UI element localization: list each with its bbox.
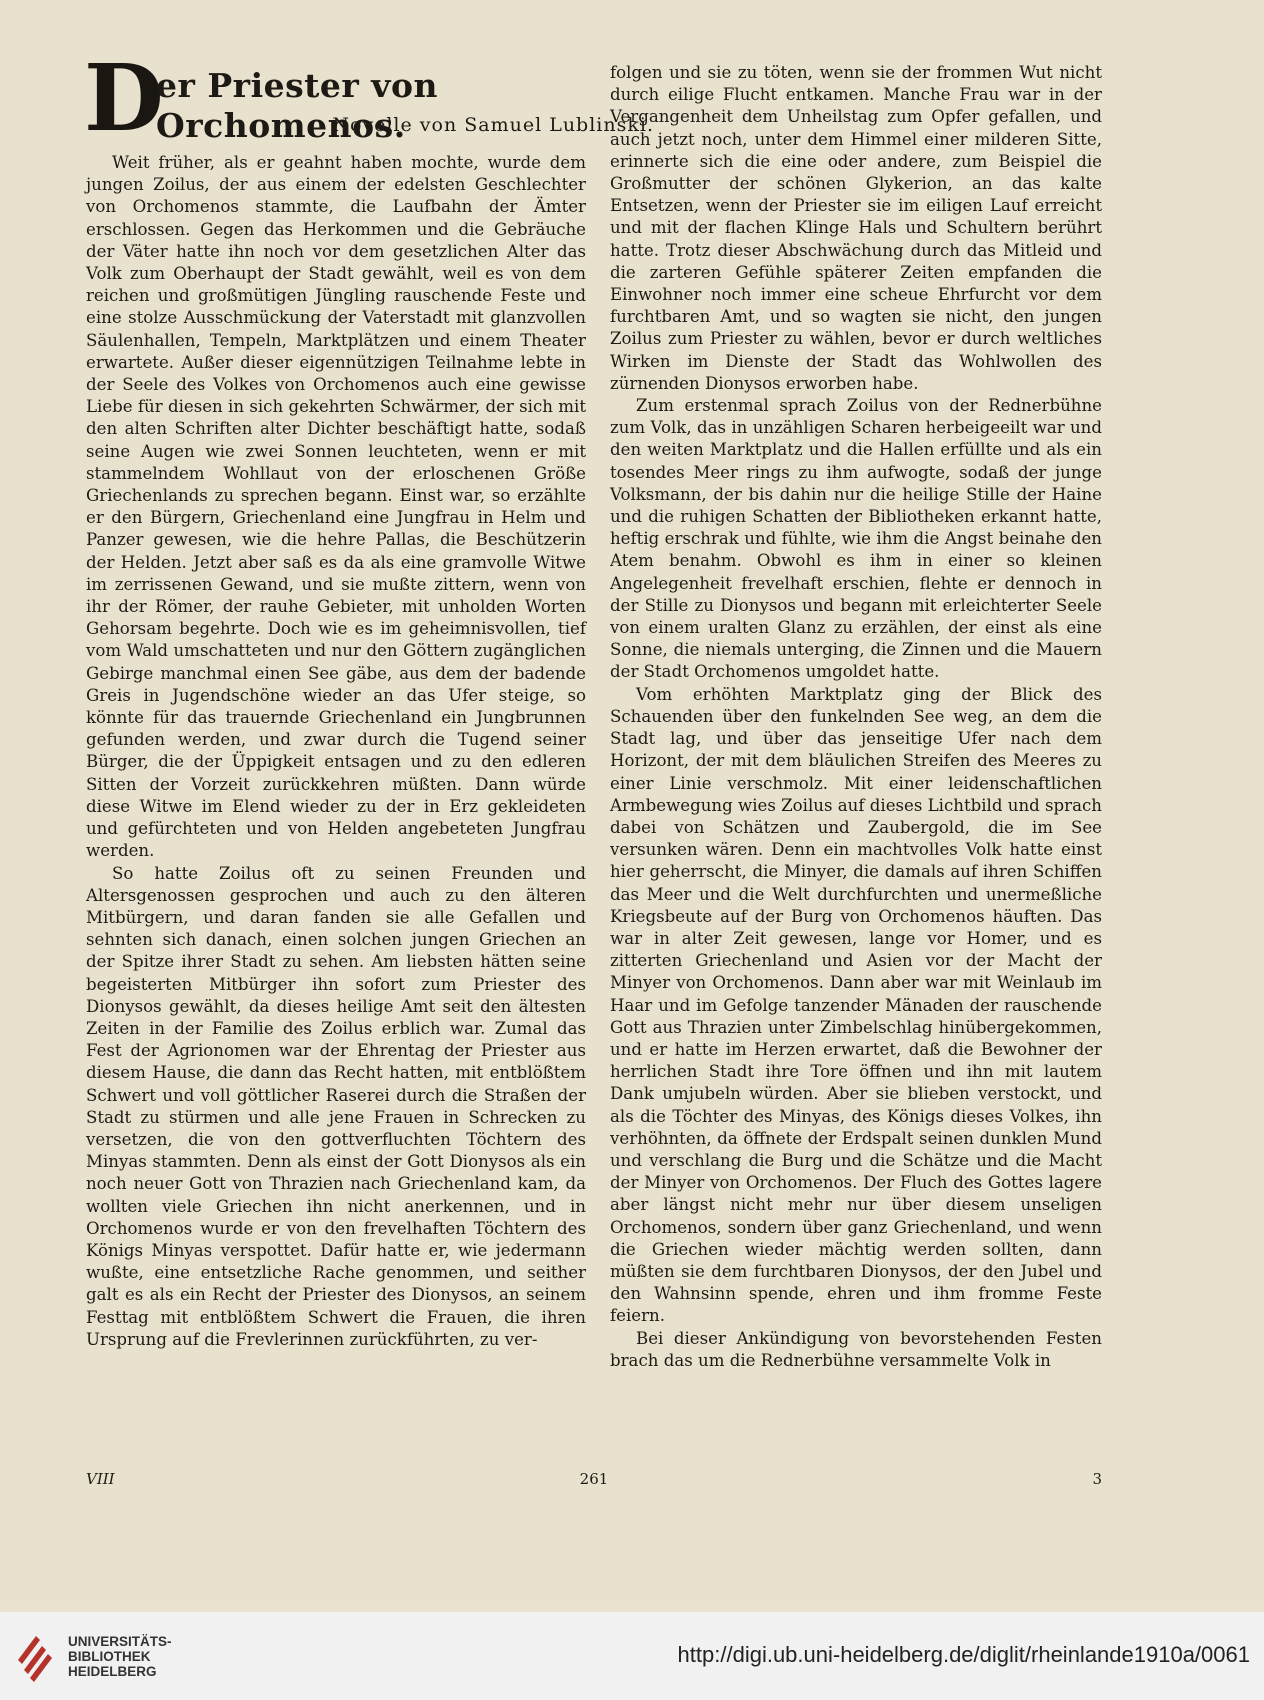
library-name-line: BIBLIOTHEK <box>68 1649 151 1664</box>
paragraph: folgen und sie zu töten, wenn sie der frommen Wut nicht durch eilige Flucht entkamen. Manche Frau war in der Vergangenheit dem Unheilstag zum Opfer gefallen, und auch jetzt noch, unter dem Himmel einer milderen Sitte, erinnerte sich die eine oder andere, zum Beispiel die Großmutter der schönen Glykerion, an das kalte Entsetzen, wenn der Priester sie im eiligen Lauf erreicht und mit der flachen Klinge Hals und Schultern berührt hatte. Trotz dieser Abschwächung durch das Mitleid und die zarteren Gefühle späterer Zeiten empfanden die Einwohner noch immer eine scheue Ehrfurcht vor dem furchtbaren Amt, und so wagten sie nicht, den jungen Zoilus zum Priester zu wählen, bevor er durch weltliches Wirken im Dienste der Stadt das Wohlwollen des zürnenden Dionysos erworben habe. <box>610 63 1102 393</box>
library-name <box>68 1634 172 1679</box>
article-title: er Priester von Orchomenos. <box>156 66 438 145</box>
text-column-right <box>610 62 1102 1452</box>
source-url-link[interactable]: http://digi.ub.uni-heidelberg.de/diglit/rheinlande1910a/0061 <box>677 1642 1250 1667</box>
library-name-line: HEIDELBERG <box>68 1664 157 1679</box>
signature-mark: VIII <box>86 1470 115 1488</box>
library-name-line: UNIVERSITÄTS- <box>68 1634 172 1649</box>
paragraph: Bei dieser Ankündigung von bevorstehenden Festen brach das um die Rednerbühne versammelte Volk in <box>610 1328 1102 1370</box>
page-number: 261 <box>579 1470 609 1488</box>
sheet-number: 3 <box>1092 1470 1102 1488</box>
library-logo-icon <box>14 1630 58 1682</box>
paragraph: So hatte Zoilus oft zu seinen Freunden und Altersgenossen gesprochen und auch zu den älteren Mitbürgern, und daran fanden sie alle Gefallen und sehnten sich danach, einen solchen jungen Griechen an der Spitze ihrer Stadt zu sehen. Am liebsten hätten seine begeisterten Mitbürger ihn sofort zum Priester des Dionysos gewählt, da dieses heilige Amt seit den ältesten Zeiten in der Familie des Zoilus erblich war. Zumal das Fest der Agrionomen war der Ehrentag der Priester aus diesem Hause, die dann das Recht hatten, mit entblößtem Schwert und voll göttlicher Raserei durch die Straßen der Stadt zu stürmen und alle jene Frauen in Schrecken zu versetzen, die von den gottverfluchten Töchtern des Minyas stammten. Denn als einst der Gott Dionysos als ein noch neuer Gott von Thrazien nach Griechenland kam, da wollten viele Griechen ihn nicht anerkennen, und in Orchomenos wurde er von den frevelhaften Töchtern des Königs Minyas verspottet. Dafür hatte er, wie jedermann wußte, eine entsetzliche Rache genommen, und seither galt es als ein Recht der Priester des Dionysos, an seinem Festtag mit entblößtem Schwert die Frauen, die ihren Ursprung auf die Frevlerinnen zurückführten, zu ver- <box>86 863 586 1349</box>
drop-cap: D <box>84 44 164 152</box>
paragraph: Zum erstenmal sprach Zoilus von der Rednerbühne zum Volk, das in unzähligen Scharen herbeigeeilt war und den weiten Marktplatz und die Hallen erfüllte und als ein tosendes Meer rings zu ihm aufwogte, sodaß der junge Volksmann, der bis dahin nur die heilige Stille der Haine und die ruhigen Schatten der Bibliotheken erkannt hatte, heftig erschrak und fühlte, wie ihm die Angst beinahe den Atem benahm. Obwohl es ihm in einer so kleinen Angelegenheit frevelhaft erschien, flehte er dennoch in der Stille zu Dionysos und begann mit erleichterter Seele von einem uralten Glanz zu erzählen, der einst als eine Sonne, die niemals unterging, die Zinnen und die Mauern der Stadt Orchomenos umgoldet hatte. <box>610 396 1102 682</box>
library-banner <box>0 1612 1264 1700</box>
article-header <box>84 44 654 152</box>
paragraph: Vom erhöhten Marktplatz ging der Blick des Schauenden über den funkelnden See weg, an dem die Stadt lag, und über das jenseitige Ufer nach dem Horizont, der mit dem bläulichen Streifen des Meeres zu einer Linie verschmolz. Mit einer leidenschaftlichen Armbewegung wies Zoilus auf dieses Lichtbild und sprach dabei von Schätzen und Zaubergold, die im See versunken wären. Denn ein machtvolles Volk hatte einst hier geherrscht, die Minyer, die damals auf ihren Schiffen das Meer und die Welt durchfurchten und unermeßliche Kriegsbeute auf der Burg von Orchomenos häuften. Das war in alter Zeit gewesen, lange vor Homer, und es zitterten Griechenland und Asien vor der Macht der Minyer von Orchomenos. Dann aber war mit Weinlaub im Haar und im Gefolge tanzender Mänaden der rauschende Gott aus Thrazien unter Zimbelschlag hinübergekommen, und er hatte im Herzen erwartet, daß die Bewohner der herrlichen Stadt ihre Tore öffnen und ihn mit lautem Dank umjubeln würden. Aber sie blieben verstockt, und als die Töchter des Minyas, des Königs dieses Volkes, ihn verhöhnten, da öffnete der Erdspalt seinen dunklen Mund und verschlang die Burg und die Schätze und die Macht der Minyer von Orchomenos. Der Fluch des Gottes lagere aber längst nicht mehr nur über diesem unseligen Orchomenos, sondern über ganz Griechenland, und wenn die Griechen wieder mächtig werden sollten, dann müßten sie dem furchtbaren Dionysos, der den Jubel und den Wahnsinn spende, ehren und ihm fromme Feste feiern. <box>610 684 1102 1326</box>
article-subtitle: Novelle von Samuel Lublinski. <box>332 114 654 136</box>
text-column-left <box>86 152 586 1452</box>
paragraph: Weit früher, als er geahnt haben mochte, wurde dem jungen Zoilus, der aus einem der edelsten Geschlechter von Orchomenos stammte, die Laufbahn der Ämter erschlossen. Gegen das Herkommen und die Gebräuche der Väter hatte ihn noch vor dem gesetzlichen Alter das Volk zum Oberhaupt der Stadt gewählt, weil es von dem reichen und großmütigen Jüngling rauschende Feste und eine stolze Ausschmückung der Vaterstadt mit glanzvollen Säulenhallen, Tempeln, Marktplätzen und einem Theater erwartete. Außer dieser eigennützigen Teilnahme lebte in der Seele des Volkes von Orchomenos auch eine gewisse Liebe für diesen in sich gekehrten Schwärmer, der sich mit den alten Schriften alter Dichter beschäftigt hatte, sodaß seine Augen wie zwei Sonnen leuchteten, wenn er mit stammelndem Wohllaut von der erloschenen Größe Griechenlands zu sprechen begann. Einst war, so erzählte er den Bürgern, Griechenland eine Jungfrau in Helm und Panzer gewesen, wie die hehre Pallas, die Beschützerin der Helden. Jetzt aber saß es da als eine gramvolle Witwe im zerrissenen Gewand, und sie mußte zittern, wenn von ihr der Römer, der rauhe Gebieter, mit unholden Worten Gehorsam begehrte. Doch wie es im geheimnisvollen, tief vom Wald umschatteten und nur den Göttern zugänglichen Gebirge manchmal einen See gäbe, aus dem der badende Greis in Jugendschöne wieder an das Ufer steige, so könnte für das trauernde Griechenland ein Jungbrunnen gefunden werden, und zwar durch die Tugend seiner Bürger, die der Üppigkeit entsagen und zu den edleren Sitten der Vorzeit zurückkehren müßten. Dann würde diese Witwe im Elend wieder zu der in Erz gekleideten und gefürchteten und von Helden angebeteten Jungfrau werden. <box>86 153 586 861</box>
page-footer <box>86 1470 1102 1494</box>
